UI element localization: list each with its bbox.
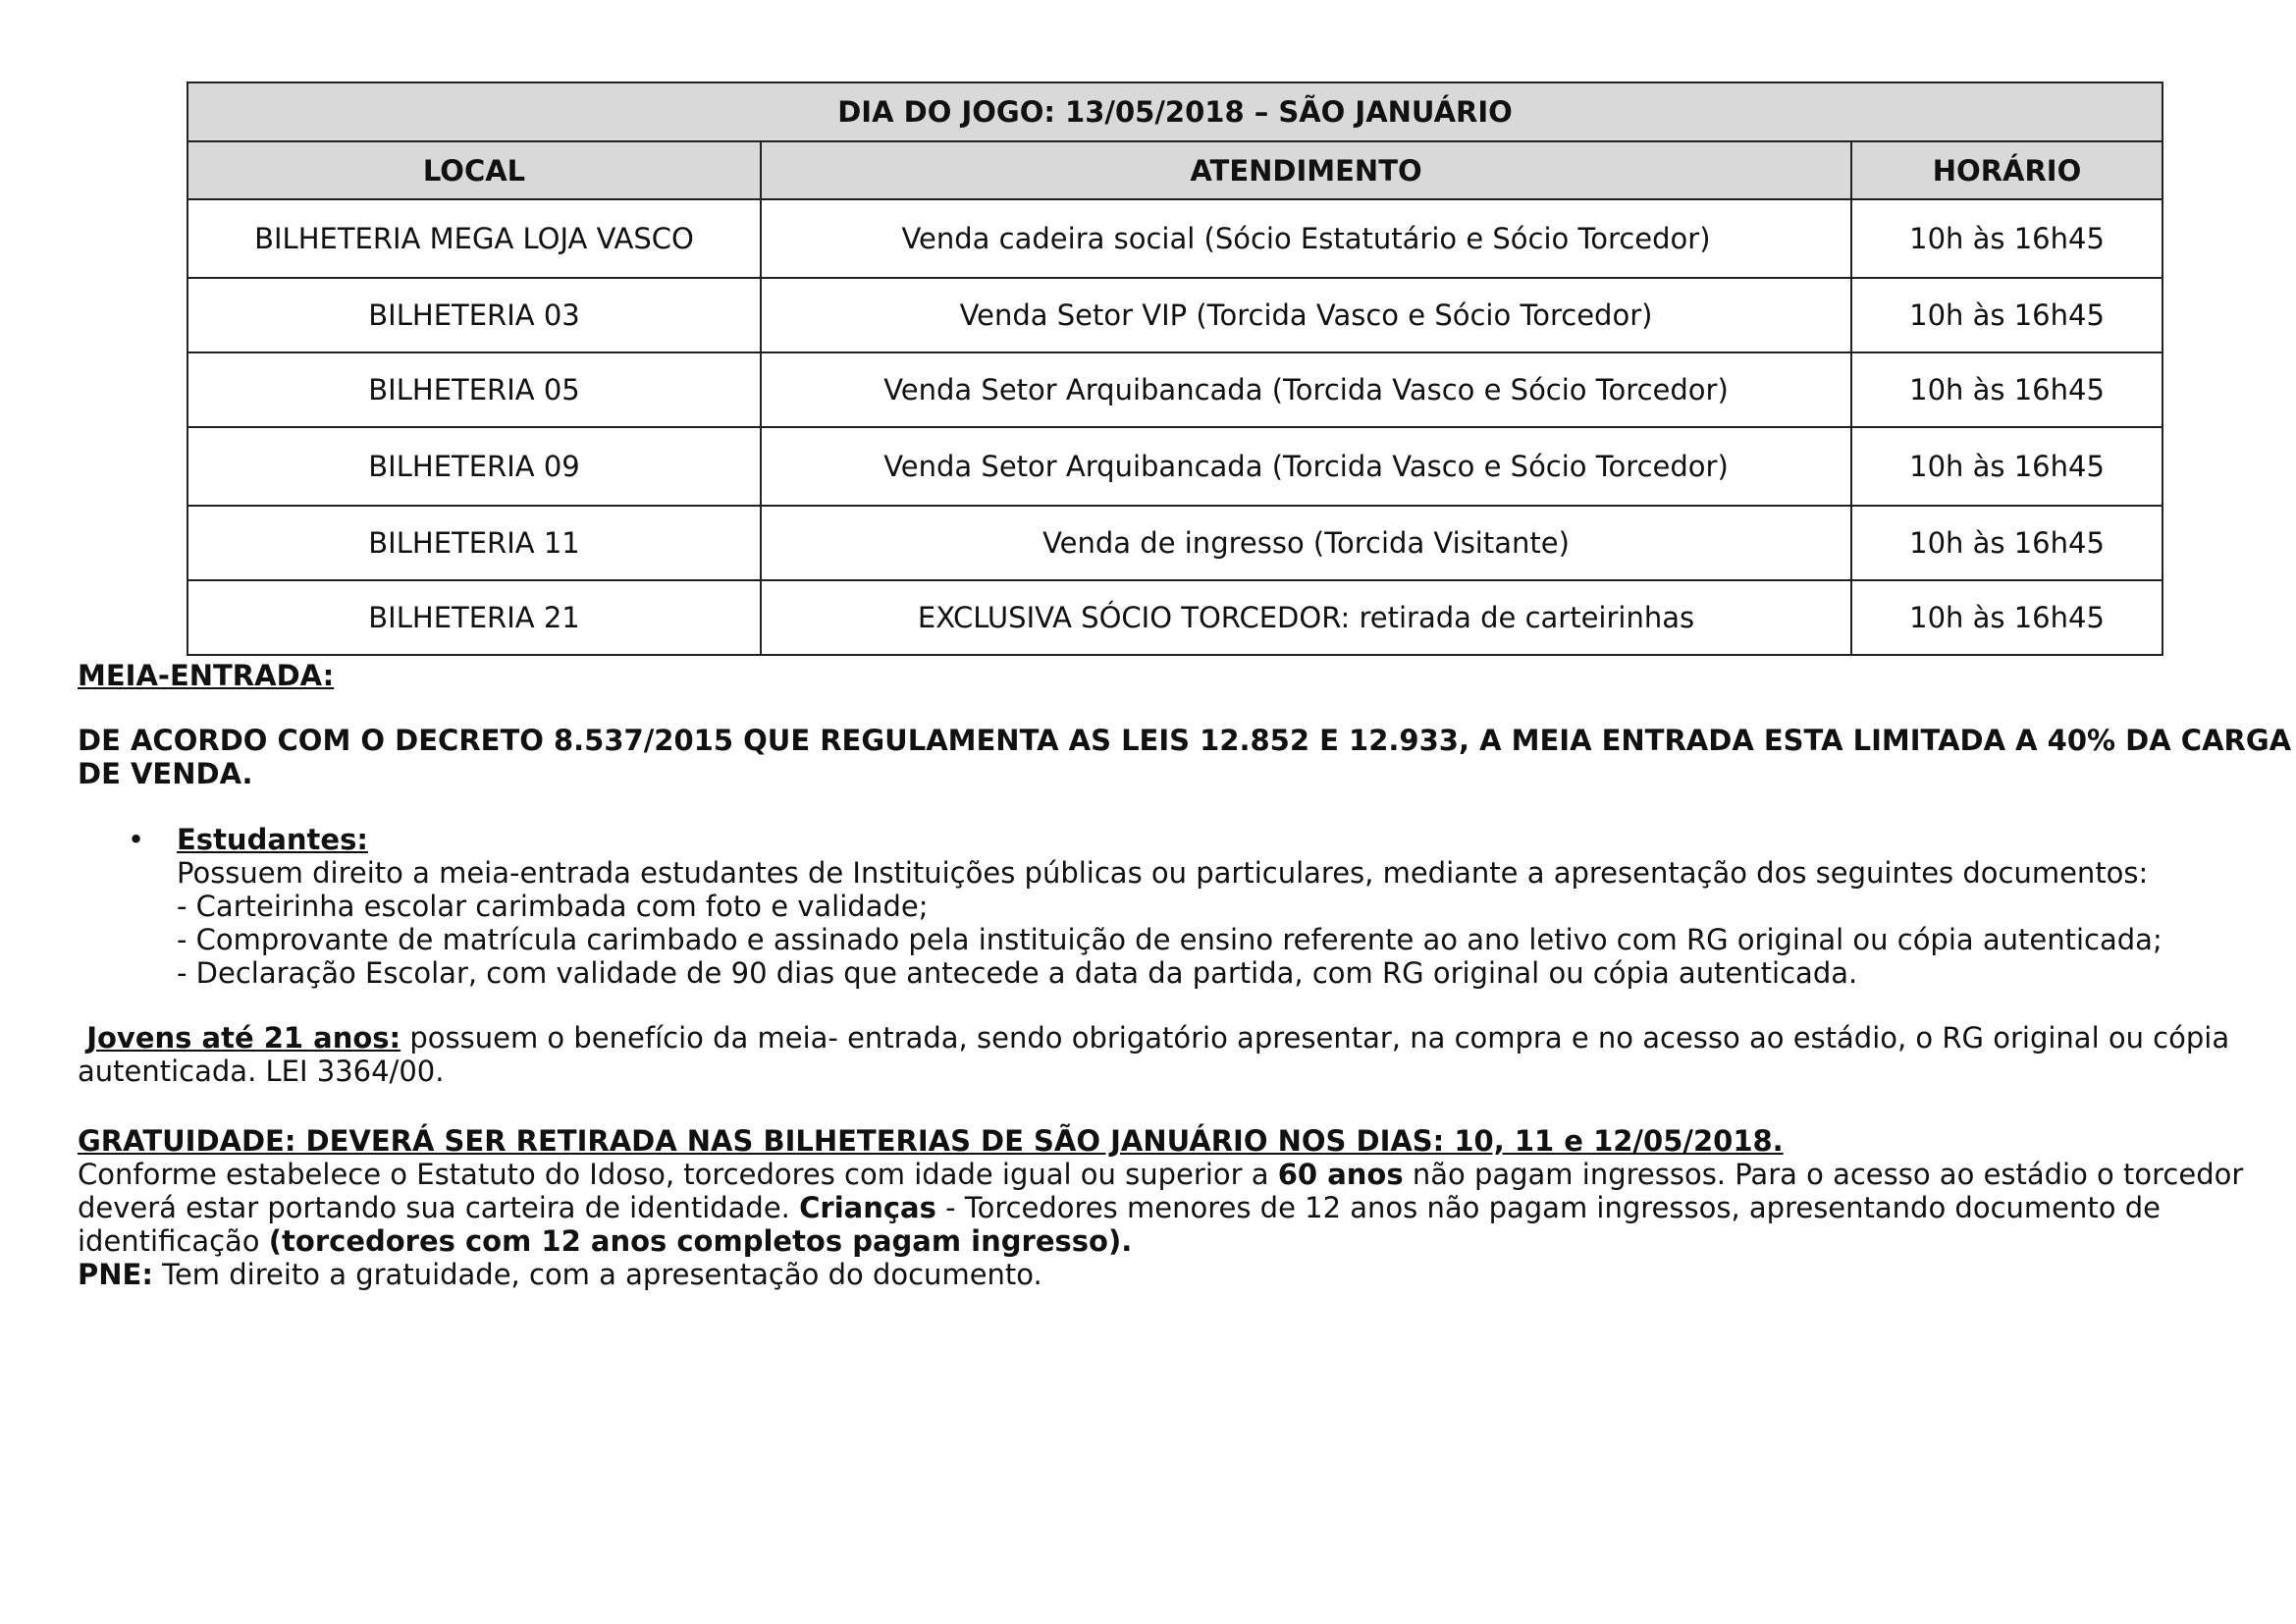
table-row <box>187 427 2163 506</box>
cell-horario: 10h às 16h45 <box>1851 427 2163 506</box>
bullet-icon: • <box>128 823 145 856</box>
jovens-line <box>78 1021 2267 1055</box>
cell-atendimento: Venda Setor VIP (Torcida Vasco e Sócio Torcedor) <box>761 278 1851 352</box>
list-item: - Comprovante de matrícula carimbado e assinado pela instituição de ensino referente ao ano letivo com RG original ou cópia autenticada; <box>177 923 2163 956</box>
list-item: - Carteirinha escolar carimbada com foto e validade; <box>177 890 929 923</box>
text-bold: 60 anos <box>1277 1158 1404 1191</box>
gratuidade-line <box>78 1224 2267 1258</box>
cell-horario: 10h às 16h45 <box>1851 352 2163 427</box>
cell-atendimento: Venda de ingresso (Torcida Visitante) <box>761 506 1851 580</box>
cell-local: BILHETERIA 21 <box>187 580 761 655</box>
estudantes-label: Estudantes: <box>177 823 368 856</box>
cell-horario: 10h às 16h45 <box>1851 199 2163 278</box>
text-span: - Torcedores menores de 12 anos não pagam ingressos, apresentando documento de <box>935 1191 2161 1224</box>
table-row <box>187 580 2163 655</box>
cell-atendimento: Venda Setor Arquibancada (Torcida Vasco e Sócio Torcedor) <box>761 427 1851 506</box>
table-row <box>187 199 2163 278</box>
meia-entrada-heading: MEIA-ENTRADA: <box>78 659 335 692</box>
pne-line <box>78 1258 2267 1291</box>
table-title-row <box>187 82 2163 141</box>
estudantes-intro: Possuem direito a meia-entrada estudantes de Instituições públicas ou particulares, mediante a apresentação dos seguintes documentos: <box>177 856 2149 890</box>
gratuidade-heading: GRATUIDADE: DEVERÁ SER RETIRADA NAS BILHETERIAS DE SÃO JANUÁRIO NOS DIAS: 10, 11 e 12/05/2018. <box>78 1124 1784 1158</box>
cell-local: BILHETERIA 09 <box>187 427 761 506</box>
text-span: identificação <box>78 1224 269 1258</box>
schedule-table <box>187 81 2163 656</box>
gratuidade-line <box>78 1191 2267 1224</box>
cell-horario: 10h às 16h45 <box>1851 580 2163 655</box>
table-row <box>187 506 2163 580</box>
table-title: DIA DO JOGO: 13/05/2018 – SÃO JANUÁRIO <box>187 82 2163 141</box>
cell-local: BILHETERIA 11 <box>187 506 761 580</box>
table-row <box>187 278 2163 352</box>
cell-horario: 10h às 16h45 <box>1851 506 2163 580</box>
gratuidade-body <box>78 1158 2267 1291</box>
text-bold: Crianças <box>799 1191 936 1224</box>
column-header-horario: HORÁRIO <box>1851 141 2163 199</box>
pne-label: PNE: <box>78 1258 153 1291</box>
column-header-atendimento: ATENDIMENTO <box>761 141 1851 199</box>
decreto-line: DE VENDA. <box>78 757 253 790</box>
text-span: deverá estar portando sua carteira de identidade. <box>78 1191 800 1224</box>
jovens-line: autenticada. LEI 3364/00. <box>78 1055 445 1088</box>
list-item: - Declaração Escolar, com validade de 90 dias que antecede a data da partida, com RG original ou cópia autenticada. <box>177 956 1858 990</box>
text-bold: (torcedores com 12 anos completos pagam ingresso). <box>268 1224 1133 1258</box>
text-span: Conforme estabelece o Estatuto do Idoso, torcedores com idade igual ou superior a <box>78 1158 1278 1191</box>
jovens-label: Jovens até 21 anos: <box>86 1021 401 1055</box>
table-header-row <box>187 141 2163 199</box>
cell-atendimento: Venda cadeira social (Sócio Estatutário e Sócio Torcedor) <box>761 199 1851 278</box>
gratuidade-line <box>78 1158 2267 1191</box>
cell-atendimento: Venda Setor Arquibancada (Torcida Vasco e Sócio Torcedor) <box>761 352 1851 427</box>
cell-local: BILHETERIA MEGA LOJA VASCO <box>187 199 761 278</box>
jovens-text: possuem o benefício da meia- entrada, sendo obrigatório apresentar, na compra e no acesso ao estádio, o RG original ou cópia <box>400 1021 2230 1055</box>
estudantes-body <box>177 823 2258 990</box>
jovens-paragraph <box>78 1021 2267 1088</box>
table-row <box>187 352 2163 427</box>
text-span: não pagam ingressos. Para o acesso ao estádio o torcedor <box>1403 1158 2244 1191</box>
column-header-local: LOCAL <box>187 141 761 199</box>
cell-local: BILHETERIA 05 <box>187 352 761 427</box>
cell-atendimento: EXCLUSIVA SÓCIO TORCEDOR: retirada de carteirinhas <box>761 580 1851 655</box>
cell-local: BILHETERIA 03 <box>187 278 761 352</box>
decreto-paragraph <box>78 724 2292 790</box>
cell-horario: 10h às 16h45 <box>1851 278 2163 352</box>
decreto-line: DE ACORDO COM O DECRETO 8.537/2015 QUE REGULAMENTA AS LEIS 12.852 E 12.933, A MEIA ENTRADA ESTA LIMITADA A 40% DA CARGA <box>78 724 2292 757</box>
pne-text: Tem direito a gratuidade, com a apresentação do documento. <box>152 1258 1042 1291</box>
